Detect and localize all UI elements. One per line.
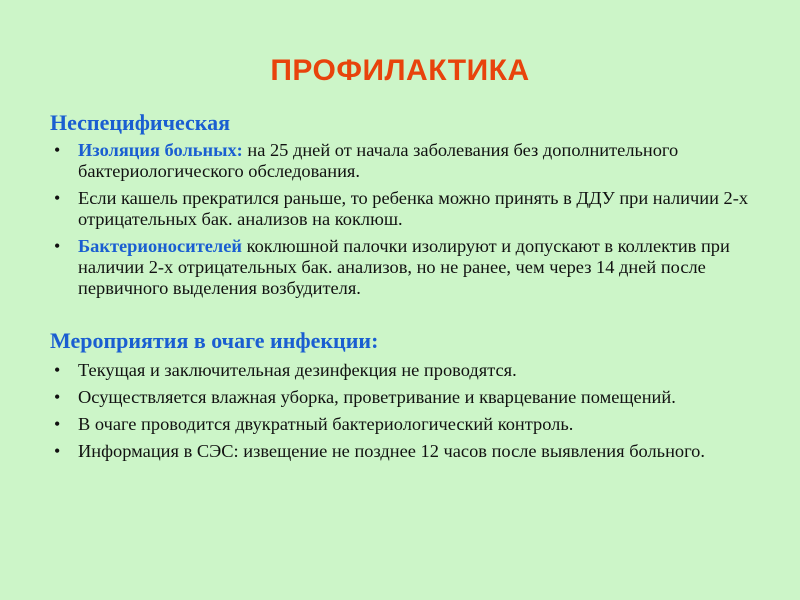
item-text: Осуществляется влажная уборка, проветривание и кварцевание помещений.	[78, 387, 676, 407]
bullet-icon: •	[54, 236, 61, 256]
list-item	[54, 414, 774, 435]
item-highlight: Изоляция больных:	[78, 140, 243, 160]
slide-title: ПРОФИЛАКТИКА	[270, 54, 530, 87]
item-text: Информация в СЭС: извещение не позднее 12 часов после выявления больного.	[78, 441, 705, 461]
bullet-icon: •	[54, 387, 61, 407]
item-text: коклюшной палочки изолируют и допускают в коллектив при наличии 2-х отрицательных бак. анализов, но не ранее, чем через 14 дней после первичного выделения возбудителя.	[78, 236, 730, 298]
list-item	[54, 441, 774, 462]
section-heading-outbreak: Мероприятия в очаге инфекции:	[50, 328, 379, 353]
list-item	[54, 387, 774, 408]
nonspecific-list	[54, 140, 774, 305]
bullet-icon: •	[54, 188, 61, 208]
list-item	[54, 360, 774, 381]
bullet-icon: •	[54, 140, 61, 160]
list-item	[54, 188, 774, 230]
list-item	[54, 140, 774, 182]
item-text: Если кашель прекратился раньше, то ребенка можно принять в ДДУ при наличии 2-х отрицательных бак. анализов на коклюш.	[78, 188, 749, 229]
section-heading-nonspecific: Неспецифическая	[50, 110, 231, 135]
bullet-icon: •	[54, 414, 61, 434]
item-text: В очаге проводится двукратный бактериологический контроль.	[78, 414, 574, 434]
item-text: Текущая и заключительная дезинфекция не проводятся.	[78, 360, 517, 380]
bullet-icon: •	[54, 360, 61, 380]
item-text: на 25 дней от начала заболевания без дополнительного бактериологического обследования.	[78, 140, 679, 181]
list-item	[54, 236, 774, 299]
outbreak-list	[54, 360, 774, 468]
bullet-icon: •	[54, 441, 61, 461]
item-highlight: Бактерионосителей	[78, 236, 242, 256]
